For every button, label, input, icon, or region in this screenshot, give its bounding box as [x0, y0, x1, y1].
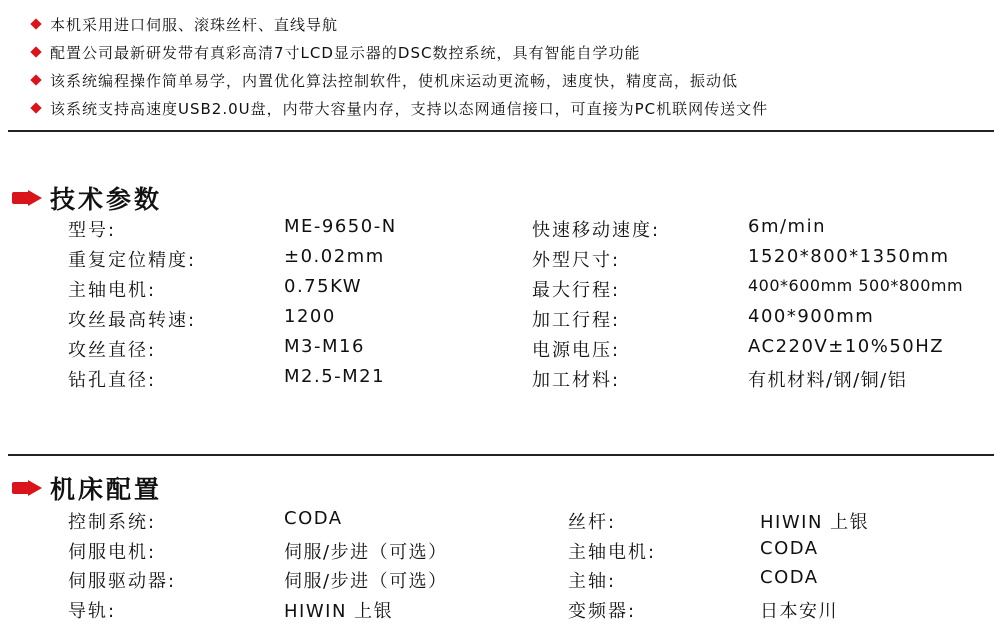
param-label: 主轴电机: — [68, 280, 157, 301]
feature-item — [32, 66, 768, 94]
red-diamond-bullet-icon — [30, 102, 41, 113]
param-value: 400*600mm 500*800mm — [748, 276, 964, 295]
red-diamond-bullet-icon — [30, 74, 41, 85]
param-value: 1520*800*1350mm — [748, 246, 950, 267]
feature-text: 该系统编程操作简单易学，内置优化算法控制软件，使机床运动更流畅，速度快，精度高，振动低 — [50, 71, 739, 90]
param-value: 0.75KW — [284, 276, 363, 297]
config-value: 日本安川 — [760, 601, 838, 622]
param-value: M2.5-M21 — [284, 366, 386, 387]
section-divider — [8, 454, 994, 456]
param-label: 外型尺寸: — [532, 250, 621, 271]
feature-text: 配置公司最新研发带有真彩高清7寸LCD显示器的DSC数控系统，具有智能自学功能 — [50, 43, 641, 62]
config-value: CODA — [760, 567, 819, 588]
param-value: 1200 — [284, 306, 336, 327]
param-value: ±0.02mm — [284, 246, 385, 267]
config-value: HIWIN 上银 — [760, 512, 870, 533]
config-label: 伺服电机: — [68, 542, 157, 563]
param-label: 快速移动速度: — [532, 220, 661, 241]
param-label: 最大行程: — [532, 280, 621, 301]
param-value: 有机材料/钢/铜/铝 — [748, 370, 908, 391]
config-section-header — [12, 470, 162, 506]
config-label: 导轨: — [68, 601, 117, 622]
section-divider — [8, 130, 994, 132]
tech-section-header — [12, 180, 162, 216]
param-label: 重复定位精度: — [68, 250, 197, 271]
section-title: 技术参数 — [50, 185, 163, 214]
param-value: 400*900mm — [748, 306, 875, 327]
config-label: 丝杆: — [568, 512, 617, 533]
config-value: HIWIN 上银 — [284, 601, 394, 622]
feature-text: 该系统支持高速度USB2.0U盘，内带大容量内存，支持以态网通信接口，可直接为PC机联网传送文件 — [50, 99, 769, 118]
feature-item — [32, 10, 768, 38]
param-value: ME-9650-N — [284, 216, 397, 237]
config-value: CODA — [284, 508, 343, 529]
param-value: 6m/min — [748, 216, 826, 237]
param-label: 攻丝直径: — [68, 340, 157, 361]
config-value: CODA — [760, 538, 819, 559]
red-arrow-icon — [12, 190, 42, 206]
param-value: AC220V±10%50HZ — [748, 336, 945, 357]
config-label: 变频器: — [568, 601, 637, 622]
config-label: 主轴电机: — [568, 542, 657, 563]
red-arrow-icon — [12, 480, 42, 496]
red-diamond-bullet-icon — [30, 18, 41, 29]
feature-item — [32, 38, 768, 66]
param-label: 加工行程: — [532, 310, 621, 331]
param-label: 攻丝最高转速: — [68, 310, 197, 331]
param-value: M3-M16 — [284, 336, 365, 357]
feature-list — [32, 10, 768, 122]
config-label: 主轴: — [568, 571, 617, 592]
param-label: 电源电压: — [532, 340, 621, 361]
param-label: 型号: — [68, 220, 117, 241]
param-label: 加工材料: — [532, 370, 621, 391]
red-diamond-bullet-icon — [30, 46, 41, 57]
param-label: 钻孔直径: — [68, 370, 157, 391]
feature-item — [32, 94, 768, 122]
config-label: 伺服驱动器: — [68, 571, 177, 592]
feature-text: 本机采用进口伺服、滚珠丝杆、直线导航 — [50, 15, 339, 34]
config-label: 控制系统: — [68, 512, 157, 533]
section-title: 机床配置 — [50, 475, 163, 504]
config-value: 伺服/步进（可选） — [284, 542, 448, 563]
config-value: 伺服/步进（可选） — [284, 571, 448, 592]
